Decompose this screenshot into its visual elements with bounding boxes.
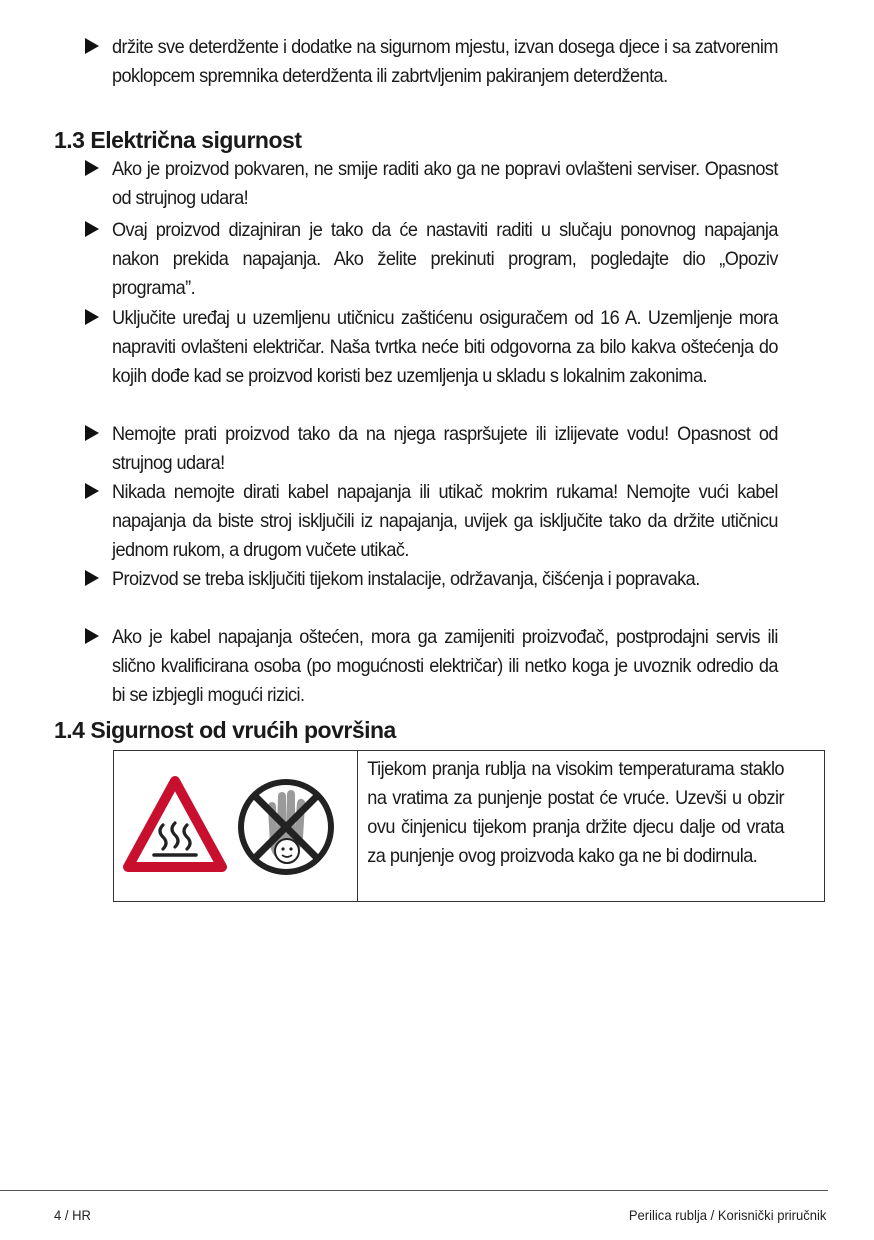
triangle-bullet-icon <box>84 155 112 177</box>
hot-surface-text: Tijekom pranja rublja na visokim temperaturama staklo na vratima za punjenje postat će vruće. Uzevši u obzir ovu činjenicu tijekom pranja držite djecu dalje od vrata za punjenje ovog proizvoda kako ga ne bi dodirnula. <box>367 758 784 867</box>
list-item-text: Ovaj proizvod dizajniran je tako da će nastaviti raditi u slučaju ponovnog napajanja nakon prekida napajanja. Ako želite prekinuti program, pogledajte dio „Opoziv programa”. <box>112 219 778 299</box>
hot-surface-warning-icon <box>122 775 228 875</box>
list-item <box>84 565 828 594</box>
hot-surface-icons-cell <box>114 751 358 901</box>
triangle-bullet-icon <box>84 216 112 238</box>
triangle-bullet-icon <box>84 420 112 442</box>
triangle-bullet-icon <box>84 565 112 587</box>
list-item <box>84 304 828 391</box>
triangle-bullet-icon <box>84 304 112 326</box>
list-item-text: Proizvod se treba isključiti tijekom instalacije, održavanja, čišćenja i popravaka. <box>112 568 700 590</box>
footer-title: Perilica rublja / Korisnički priručnik <box>628 1207 826 1223</box>
list-item-text: držite sve deterdžente i dodatke na sigurnom mjestu, izvan dosega djece i sa zatvorenim poklopcem spremnika deterdženta ili zabrtvljenim pakiranjem deterdženta. <box>112 36 778 87</box>
list-item <box>84 623 828 710</box>
hot-surface-table <box>113 750 825 902</box>
triangle-bullet-icon <box>84 623 112 645</box>
list-item-text: Nemojte prati proizvod tako da na njega raspršujete ili izlijevate vodu! Opasnost od strujnog udara! <box>112 423 778 474</box>
list-item-text: Ako je kabel napajanja oštećen, mora ga zamijeniti proizvođač, postprodajni servis ili slično kvalificirana osoba (po mogućnosti električar) ili netko koga je uvoznik odredio da bi se izbjegli mogući rizici. <box>112 626 778 706</box>
page-number: 4 / HR <box>54 1207 91 1223</box>
list-item <box>84 420 828 478</box>
list-item-text: Nikada nemojte dirati kabel napajanja ili utikač mokrim rukama! Nemojte vući kabel napajanja da biste stroj isključili iz napajanja, uvijek ga isključite tako da držite utičnicu jednom rukom, a drugom vučete utikač. <box>112 481 778 561</box>
list-item-text: Uključite uređaj u uzemljenu utičnicu zaštićenu osiguračem od 16 A. Uzemljenje mora napraviti ovlašteni električar. Naša tvrtka neće biti odgovorna za bilo kakva oštećenja do kojih dođe kad se proizvod koristi bez uzemljenja u skladu s lokalnim zakonima. <box>112 307 778 387</box>
triangle-bullet-icon <box>84 33 112 55</box>
list-item-text: Ako je proizvod pokvaren, ne smije raditi ako ga ne popravi ovlašteni serviser. Opasnost od strujnog udara! <box>112 158 778 209</box>
list-item <box>84 155 828 213</box>
list-item <box>84 478 828 565</box>
list-item <box>84 216 828 303</box>
footer-divider <box>0 1190 828 1191</box>
list-item <box>84 33 828 91</box>
section-heading-hot-surfaces: 1.4 Sigurnost od vrućih površina <box>54 717 396 743</box>
triangle-bullet-icon <box>84 478 112 500</box>
section-heading-electric: 1.3 Električna sigurnost <box>54 127 302 153</box>
no-children-touch-icon <box>238 767 334 887</box>
